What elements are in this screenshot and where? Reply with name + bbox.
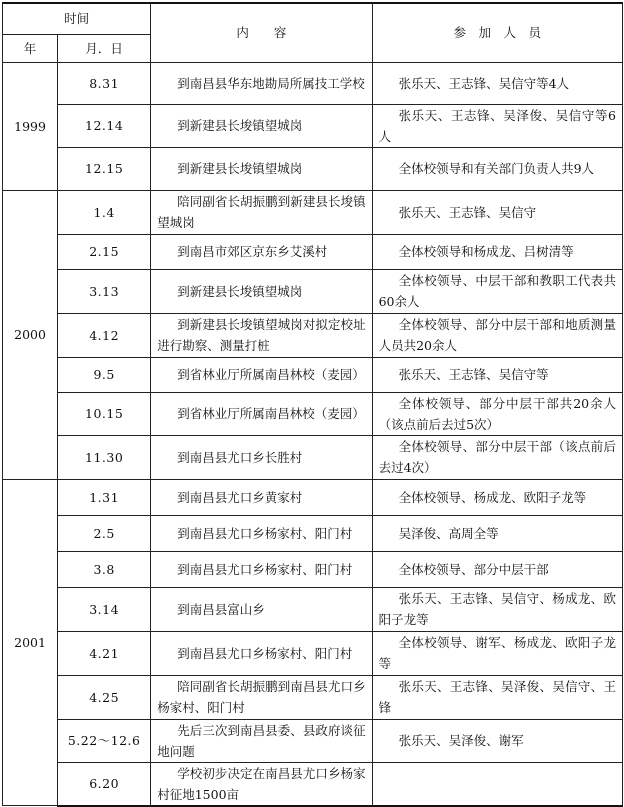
participants-cell: 吴泽俊、高周全等 (372, 515, 622, 551)
header-date: 月．日 (58, 34, 151, 62)
participants-cell: 张乐天、吴泽俊、谢军 (372, 719, 622, 762)
schedule-table (2, 2, 623, 807)
year-cell: 2001 (3, 479, 58, 806)
year-cell: 2000 (3, 190, 58, 479)
table-row (3, 587, 623, 631)
date-cell: 10.15 (58, 392, 151, 435)
participants-cell (372, 762, 622, 806)
participants-cell: 张乐天、王志锋、吴泽俊、吴信守、王锋 (372, 675, 622, 719)
content-cell: 到省林业厅所属南昌林校（麦园） (151, 357, 372, 392)
date-cell: 3.13 (58, 269, 151, 313)
table-row (3, 147, 623, 190)
participants-cell: 张乐天、王志锋、吴信守等4人 (372, 62, 622, 104)
date-cell: 1.4 (58, 190, 151, 234)
table-row (3, 762, 623, 806)
participants-cell: 全体校领导、谢军、杨成龙、欧阳子龙等 (372, 631, 622, 675)
table-row (3, 234, 623, 269)
participants-cell: 张乐天、王志锋、吴信守、杨成龙、欧阳子龙等 (372, 587, 622, 631)
table-row (3, 719, 623, 762)
content-cell: 学校初步决定在南昌县尤口乡杨家村征地1500亩 (151, 762, 372, 806)
content-cell: 到南昌县尤口乡杨家村、阳门村 (151, 631, 372, 675)
year-cell: 1999 (3, 62, 58, 190)
date-cell: 4.12 (58, 313, 151, 357)
date-cell: 4.21 (58, 631, 151, 675)
header-time: 时间 (3, 3, 151, 34)
date-cell: 4.25 (58, 675, 151, 719)
table-row (3, 313, 623, 357)
date-cell: 2.5 (58, 515, 151, 551)
content-cell: 到新建县长埈镇望城岗 (151, 269, 372, 313)
content-cell: 到新建县长埈镇望城岗 (151, 104, 372, 147)
content-cell: 到南昌县尤口乡杨家村、阳门村 (151, 551, 372, 587)
participants-cell: 全体校领导、部分中层干部 (372, 551, 622, 587)
date-cell: 12.14 (58, 104, 151, 147)
content-cell: 陪同副省长胡振鹏到南昌县尤口乡杨家村、阳门村 (151, 675, 372, 719)
table-row (3, 392, 623, 435)
date-cell: 11.30 (58, 435, 151, 479)
date-cell: 1.31 (58, 479, 151, 515)
table-body (3, 3, 623, 806)
participants-cell: 张乐天、王志锋、吴泽俊、吴信守等6人 (372, 104, 622, 147)
table-row (3, 435, 623, 479)
date-cell: 6.20 (58, 762, 151, 806)
date-cell: 3.8 (58, 551, 151, 587)
table-row (3, 190, 623, 234)
table-row (3, 62, 623, 104)
content-cell: 到南昌市郊区京东乡艾溪村 (151, 234, 372, 269)
participants-cell: 全体校领导、部分中层干部和地质测量人员共20余人 (372, 313, 622, 357)
participants-cell: 全体校领导和有关部门负责人共9人 (372, 147, 622, 190)
date-cell: 12.15 (58, 147, 151, 190)
table-row (3, 515, 623, 551)
participants-cell: 全体校领导和杨成龙、吕树清等 (372, 234, 622, 269)
date-cell: 8.31 (58, 62, 151, 104)
content-cell: 到省林业厅所属南昌林校（麦园） (151, 392, 372, 435)
content-cell: 到南昌县富山乡 (151, 587, 372, 631)
date-cell: 9.5 (58, 357, 151, 392)
table-row (3, 104, 623, 147)
content-cell: 到南昌县尤口乡杨家村、阳门村 (151, 515, 372, 551)
content-cell: 陪同副省长胡振鹏到新建县长埈镇望城岗 (151, 190, 372, 234)
header-participants: 参 加 人 员 (372, 3, 622, 62)
table-row (3, 631, 623, 675)
header-year: 年 (3, 34, 58, 62)
content-cell: 到新建县长埈镇望城岗 (151, 147, 372, 190)
participants-cell: 全体校领导、部分中层干部共20余人（该点前后去过5次） (372, 392, 622, 435)
date-cell: 3.14 (58, 587, 151, 631)
date-cell: 2.15 (58, 234, 151, 269)
content-cell: 先后三次到南昌县委、县政府谈征地问题 (151, 719, 372, 762)
participants-cell: 张乐天、王志锋、吴信守 (372, 190, 622, 234)
header-content: 内 容 (151, 3, 372, 62)
participants-cell: 全体校领导、杨成龙、欧阳子龙等 (372, 479, 622, 515)
table-row (3, 479, 623, 515)
table-row (3, 357, 623, 392)
participants-cell: 全体校领导、部分中层干部（该点前后去过4次） (372, 435, 622, 479)
date-cell: 5.22～12.6 (58, 719, 151, 762)
participants-cell: 全体校领导、中层干部和教职工代表共60余人 (372, 269, 622, 313)
participants-cell: 张乐天、王志锋、吴信守等 (372, 357, 622, 392)
table-row (3, 551, 623, 587)
table-row (3, 269, 623, 313)
content-cell: 到新建县长埈镇望城岗对拟定校址进行勘察、测量打桩 (151, 313, 372, 357)
content-cell: 到南昌县尤口乡黄家村 (151, 479, 372, 515)
content-cell: 到南昌县尤口乡长胜村 (151, 435, 372, 479)
header-row (3, 3, 623, 34)
content-cell: 到南昌县华东地勘局所属技工学校 (151, 62, 372, 104)
table-row (3, 675, 623, 719)
